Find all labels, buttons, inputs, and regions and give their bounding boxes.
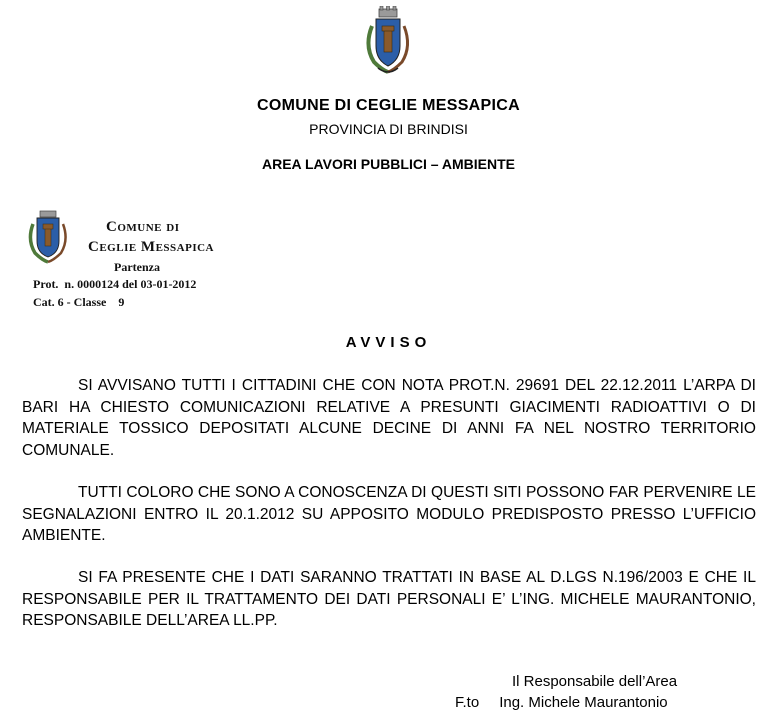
stamp-direction-label: Partenza	[114, 260, 160, 274]
stamp-city-label: Ceglie Messapica	[88, 239, 214, 255]
header-comune: COMUNE DI CEGLIE MESSAPICA	[257, 97, 520, 114]
stamp-crest-logo	[24, 208, 72, 266]
signature-fto: F.to	[455, 694, 480, 711]
notice-paragraph-1: SI AVVISANO TUTTI I CITTADINI CHE CON NOTA PROT.N. 29691 DEL 22.12.2011 L’ARPA DI BARI HA CHIESTO COMUNICAZIONI RELATIVE A PRESUNTI GIACIMENTI RADIOATTIVI O DI MATERIALE TOSSICO DEPOSITATI ALCUNE DECINE DI ANNI FA NEL NOSTRO TERRITORIO COMUNALE.	[22, 377, 756, 459]
stamp-category: Cat. 6 - Classe 9	[33, 295, 125, 309]
signature-block	[455, 694, 668, 711]
municipal-crest-logo	[360, 6, 416, 76]
signature-name: Ing. Michele Maurantonio	[499, 694, 668, 711]
stamp-protocol-number: Prot. n. 0000124 del 03-01-2012	[33, 277, 197, 291]
notice-title: AVVISO	[345, 334, 432, 351]
signature-role: Il Responsabile dell’Area	[512, 673, 678, 690]
notice-paragraph-3: SI FA PRESENTE CHE I DATI SARANNO TRATTATI IN BASE AL D.LGS N.196/2003 E CHE IL RESPONSABILE PER IL TRATTAMENTO DEI DATI PERSONALI E’ L’ING. MICHELE MAURANTONIO, RESPONSABILE DELL’AREA LL.PP.	[22, 569, 756, 629]
notice-paragraph-2: TUTTI COLORO CHE SONO A CONOSCENZA DI QUESTI SITI POSSONO FAR PERVENIRE LE SEGNALAZIONI ENTRO IL 20.1.2012 SU APPOSITO MODULO PREDISPOSTO PRESSO L’UFFICIO AMBIENTE.	[22, 484, 756, 544]
header-provincia: PROVINCIA DI BRINDISI	[309, 121, 468, 137]
header-area: AREA LAVORI PUBBLICI – AMBIENTE	[261, 156, 516, 172]
stamp-comune-label: Comune di	[106, 219, 180, 235]
